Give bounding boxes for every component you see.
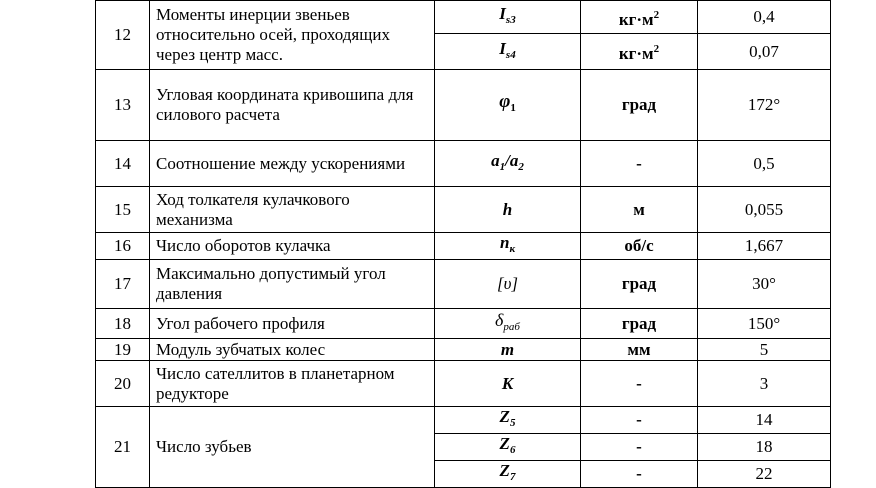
parameter-unit: - (581, 434, 698, 461)
row-number: 16 (96, 233, 150, 260)
table-row (96, 141, 831, 187)
table-row (96, 260, 831, 309)
parameter-value: 0,5 (698, 141, 831, 187)
table-row (96, 233, 831, 260)
parameter-name: Число оборотов кулачка (150, 233, 435, 260)
parameter-value: 150° (698, 309, 831, 339)
parameter-value: 14 (698, 407, 831, 434)
parameters-table (95, 0, 831, 488)
parameter-unit: град (581, 309, 698, 339)
parameter-symbol: $I_{s3}$ (435, 1, 581, 34)
table-row (96, 309, 831, 339)
parameter-unit: - (581, 407, 698, 434)
parameter-unit: град (581, 70, 698, 141)
parameter-name: Ход толкателя кулачкового механизма (150, 187, 435, 233)
parameter-unit: - (581, 361, 698, 407)
parameter-unit: м (581, 187, 698, 233)
parameter-symbol: $Z_5$ (435, 407, 581, 434)
table-row (96, 407, 831, 434)
parameter-value: 30° (698, 260, 831, 309)
parameter-value: 0,07 (698, 34, 831, 70)
parameter-value: 0,4 (698, 1, 831, 34)
parameter-value: 0,055 (698, 187, 831, 233)
parameter-value: 1,667 (698, 233, 831, 260)
parameter-unit: $кг\cdot м^2$ (581, 34, 698, 70)
parameter-value: 172° (698, 70, 831, 141)
row-number: 12 (96, 1, 150, 70)
parameter-unit: - (581, 461, 698, 488)
parameter-unit: об/с (581, 233, 698, 260)
row-number: 13 (96, 70, 150, 141)
parameter-value: 3 (698, 361, 831, 407)
parameter-symbol: $\varphi_1$ (435, 70, 581, 141)
parameter-name: Соотношение между ускорениями (150, 141, 435, 187)
table-row (96, 361, 831, 407)
parameter-name: Угол рабочего профиля (150, 309, 435, 339)
parameter-name: Моменты инерции звеньев относительно осей, проходящих через центр масс. (150, 1, 435, 70)
row-number: 18 (96, 309, 150, 339)
parameter-unit: мм (581, 339, 698, 361)
parameter-name: Число сателлитов в планетарном редукторе (150, 361, 435, 407)
parameter-symbol: [υ] (435, 260, 581, 309)
parameter-name: Модуль зубчатых колес (150, 339, 435, 361)
row-number: 20 (96, 361, 150, 407)
row-number: 17 (96, 260, 150, 309)
parameter-unit: град (581, 260, 698, 309)
parameter-symbol: h (435, 187, 581, 233)
table-row (96, 339, 831, 361)
parameter-symbol: $\delta_{раб}$ (435, 309, 581, 339)
parameter-unit: $кг\cdot м^2$ (581, 1, 698, 34)
parameter-name: Угловая координата кривошипа для силового расчета (150, 70, 435, 141)
parameter-symbol: m (435, 339, 581, 361)
parameter-symbol: $n_к$ (435, 233, 581, 260)
parameter-symbol: $I_{s4}$ (435, 34, 581, 70)
parameter-symbol: $Z_7$ (435, 461, 581, 488)
parameter-symbol: K (435, 361, 581, 407)
parameter-symbol: $Z_6$ (435, 434, 581, 461)
parameter-symbol: $a_1/a_2$ (435, 141, 581, 187)
parameter-value: 5 (698, 339, 831, 361)
table-row (96, 1, 831, 34)
parameter-name: Число зубьев (150, 407, 435, 488)
parameter-unit: - (581, 141, 698, 187)
row-number: 14 (96, 141, 150, 187)
parameter-value: 22 (698, 461, 831, 488)
parameter-value: 18 (698, 434, 831, 461)
parameter-name: Максимально допустимый угол давления (150, 260, 435, 309)
row-number: 19 (96, 339, 150, 361)
table-row (96, 187, 831, 233)
table-row (96, 70, 831, 141)
row-number: 15 (96, 187, 150, 233)
row-number: 21 (96, 407, 150, 488)
